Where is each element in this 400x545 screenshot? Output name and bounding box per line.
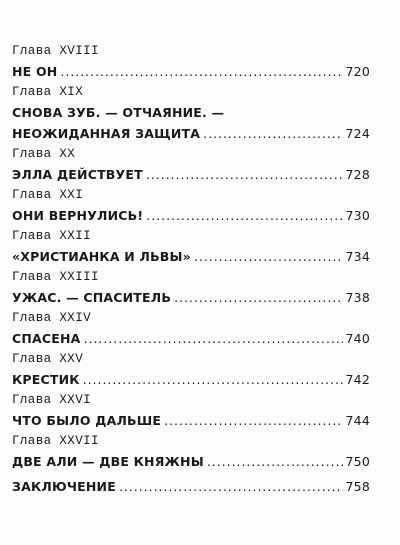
dot-leader [203,123,342,144]
toc-entry-chapter-21 [12,185,370,226]
toc-entry-chapter-19 [12,82,370,144]
chapter-title: НЕОЖИДАННАЯ ЗАЩИТА [12,126,201,141]
toc-title-line [12,369,370,390]
page-number: 740 [345,331,370,346]
toc-title-line [12,123,370,144]
toc-entry-chapter-20 [12,144,370,185]
chapter-title: НЕ ОН [12,64,58,79]
page-number: 758 [345,479,370,494]
dot-leader [146,164,343,185]
chapter-number: Глава XXVI [12,393,92,407]
toc-entry-chapter-22 [12,226,370,267]
chapter-number: Глава XIX [12,85,84,99]
chapter-title: СНОВА ЗУБ. — ОТЧАЯНИЕ. — [12,105,225,120]
chapter-number: Глава XXIV [12,311,92,325]
chapter-number: Глава XVIII [12,44,99,58]
chapter-number: Глава XXV [12,352,84,366]
toc-entry-chapter-18 [12,41,370,82]
chapter-number: Глава XXVII [12,434,99,448]
chapter-title: ОНИ ВЕРНУЛИСЬ! [12,208,144,223]
page-number: 750 [345,454,370,469]
chapter-title: «ХРИСТИАНКА И ЛЬВЫ» [12,249,191,264]
chapter-title: СПАСЕНА [12,331,81,346]
toc-title-line [12,246,370,267]
dot-leader [60,61,342,82]
chapter-number: Глава XXIII [12,270,99,284]
toc-entry-chapter-23 [12,267,370,308]
dot-leader [119,476,343,497]
dot-leader [164,410,342,431]
toc-title-line [12,164,370,185]
chapter-title: ЭЛЛА ДЕЙСТВУЕТ [12,167,143,182]
toc-title-line [12,451,370,472]
toc-title-line [12,205,370,226]
toc-title-line [12,328,370,349]
page-number: 738 [345,290,370,305]
chapter-title: ЧТО БЫЛО ДАЛЬШЕ [12,413,162,428]
toc-title-line [12,61,370,82]
toc-title-line [12,476,370,497]
toc-entry-chapter-24 [12,308,370,349]
toc-entry-conclusion [12,476,370,497]
dot-leader [194,246,343,267]
table-of-contents [12,41,370,497]
chapter-number: Глава XXII [12,229,92,243]
page-number: 730 [345,208,370,223]
page-number: 728 [345,167,370,182]
dot-leader [207,451,343,472]
toc-title-line [12,410,370,431]
page-number: 742 [345,372,370,387]
toc-entry-chapter-25 [12,349,370,390]
dot-leader [146,205,342,226]
chapter-title: КРЕСТИК [12,372,80,387]
toc-title-line [12,287,370,308]
chapter-title: УЖАС. — СПАСИТЕЛЬ [12,290,172,305]
page-number: 734 [345,249,370,264]
dot-leader [84,328,343,349]
chapter-number: Глава XXI [12,188,84,202]
page-number: 724 [345,126,370,141]
dot-leader [174,287,342,308]
chapter-title: ДВЕ АЛИ — ДВЕ КНЯЖНЫ [12,454,204,469]
toc-entry-chapter-26 [12,390,370,431]
toc-title-line [12,102,370,123]
chapter-title: ЗАКЛЮЧЕНИЕ [12,479,116,494]
toc-entry-chapter-27 [12,431,370,472]
dot-leader [83,369,343,390]
chapter-number: Глава XX [12,147,76,161]
page-number: 720 [345,64,370,79]
page-number: 744 [345,413,370,428]
